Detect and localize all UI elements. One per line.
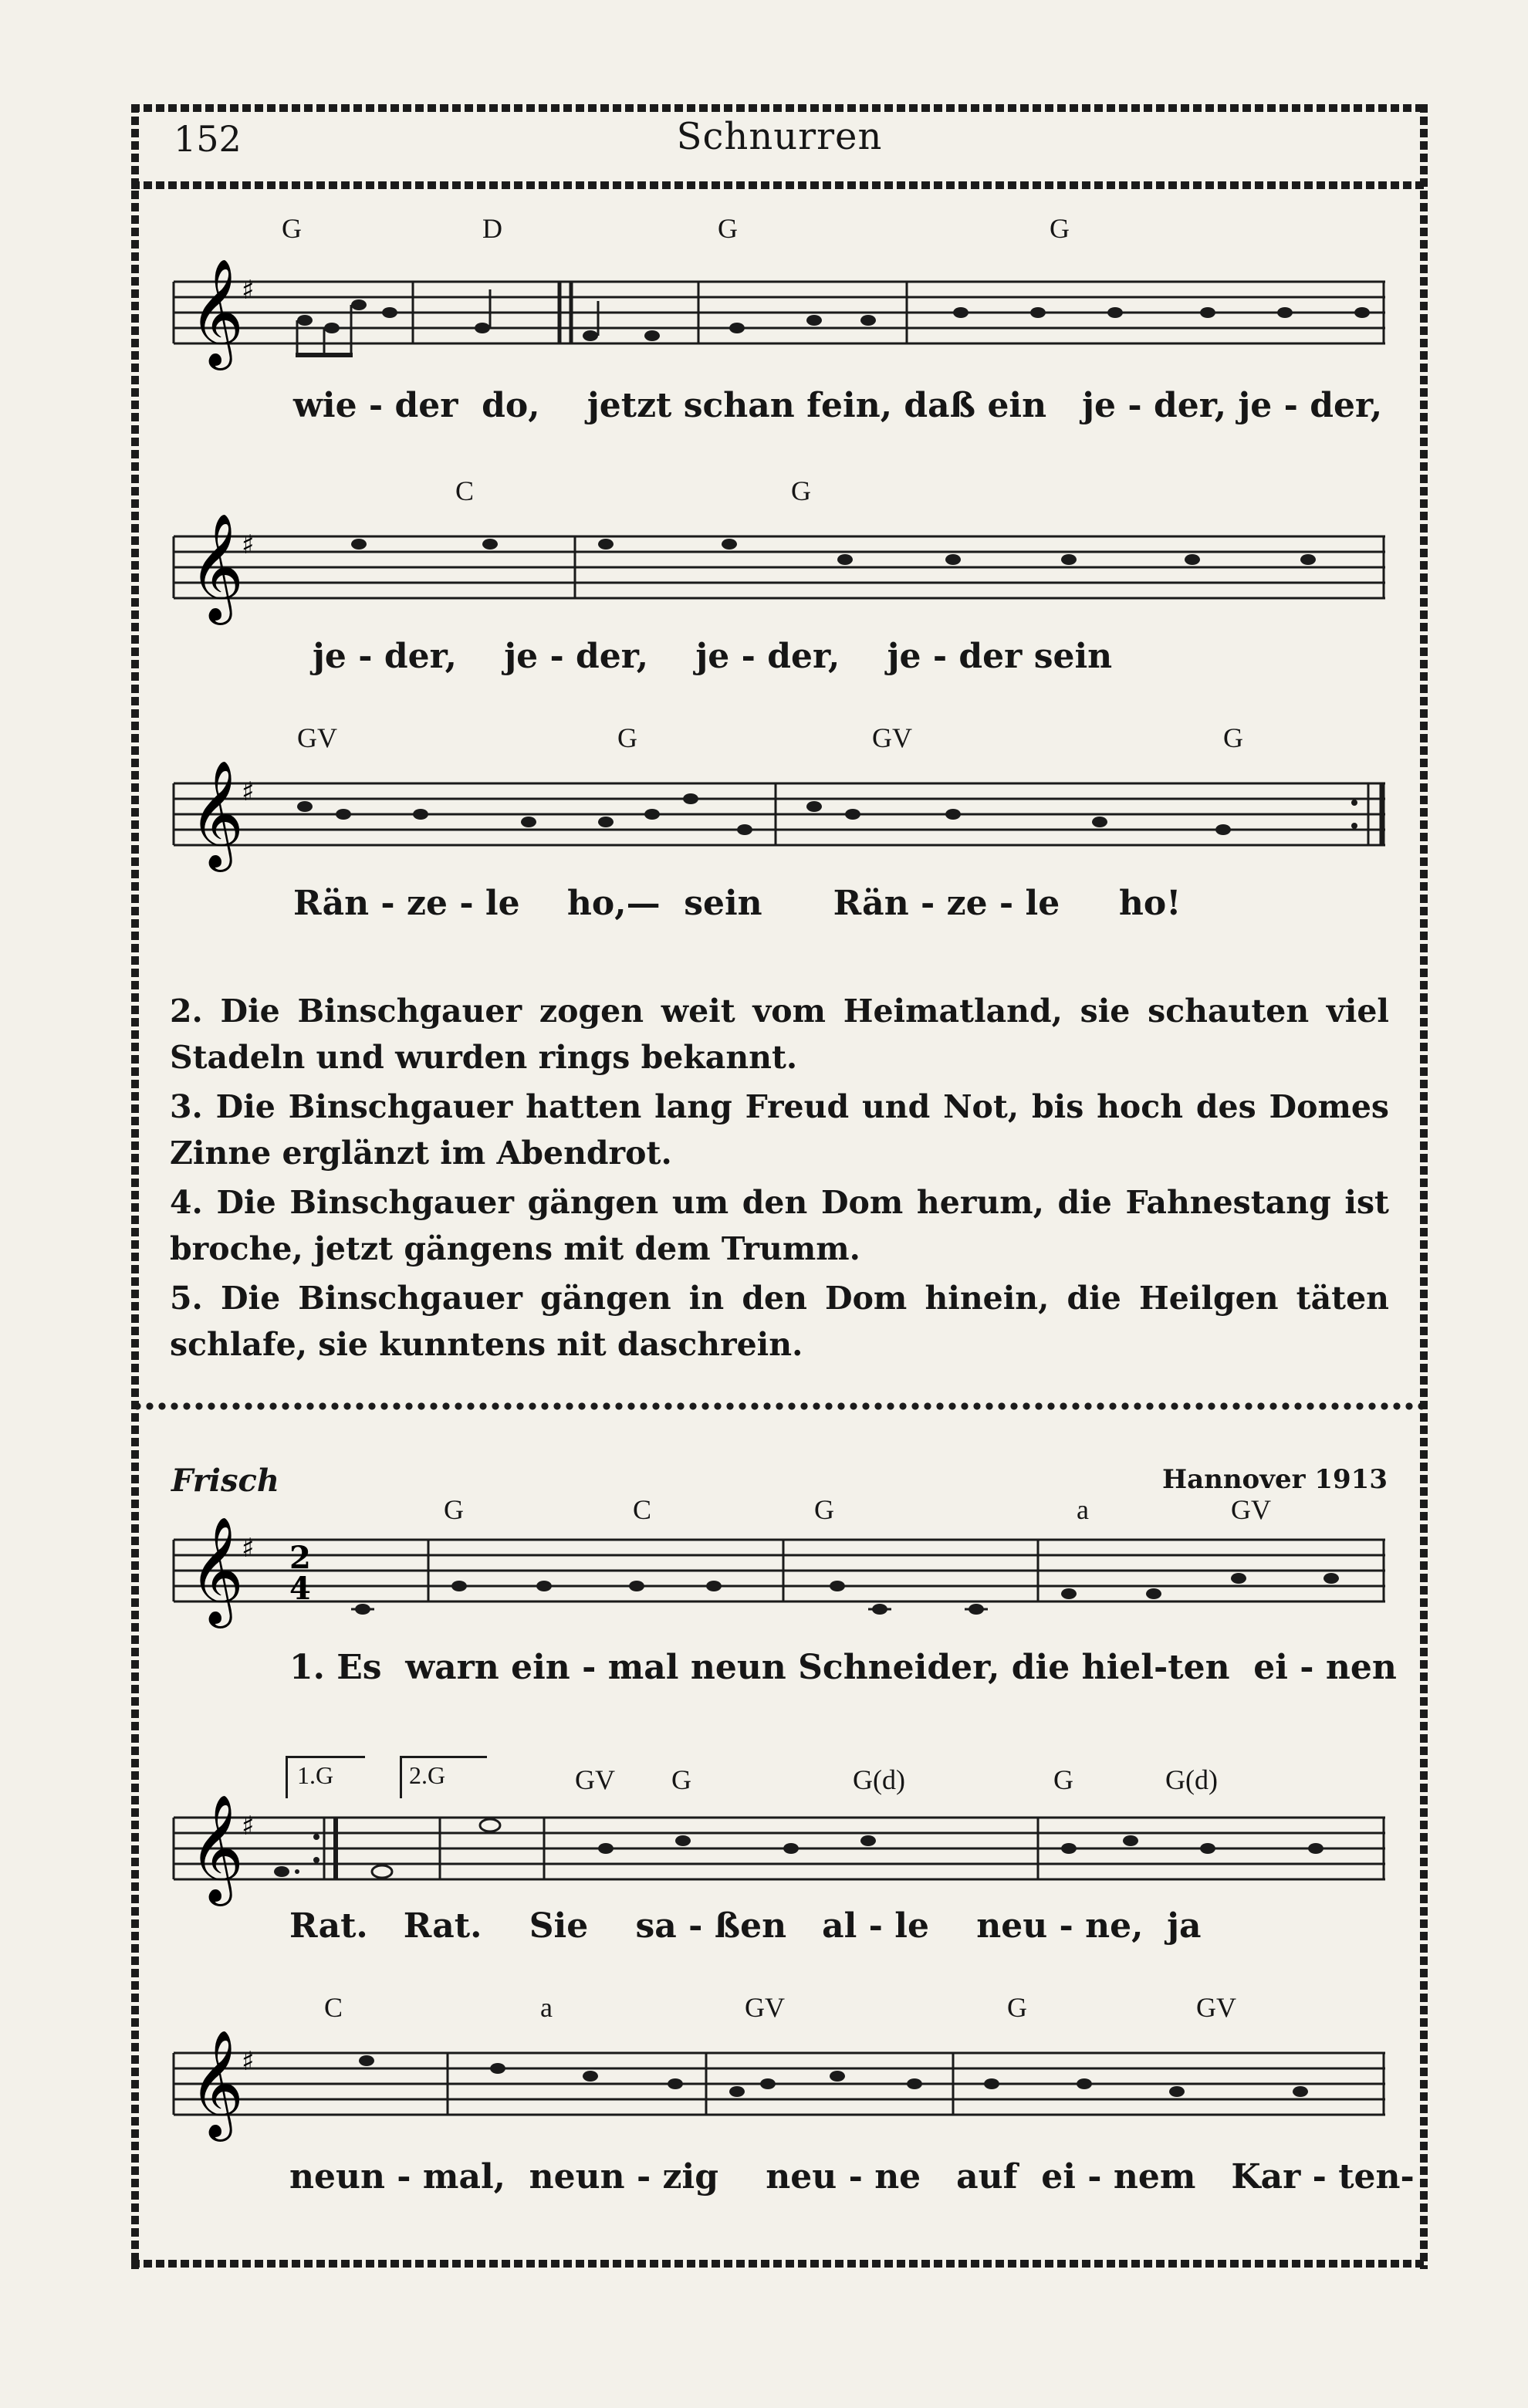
chord: G <box>444 1494 464 1525</box>
svg-text:𝄞: 𝄞 <box>189 513 244 621</box>
tempo-marking: Frisch <box>171 1463 279 1499</box>
verse: 2. Die Binschgauer zogen weit vom Heimatland, sie schauten viel Stadeln und wurden rings bekannt. <box>170 993 1389 1076</box>
chord: C <box>324 1992 343 2023</box>
staff-system-3 <box>174 760 1385 867</box>
lyric-line-3: Rän - ze - le ho,— sein Rän - ze - le ho! <box>293 884 1181 923</box>
svg-text:𝄞: 𝄞 <box>189 1794 244 1902</box>
verse: 4. Die Binschgauer gängen um den Dom herum, die Fahnestang ist broche, jetzt gängens mit dem Trumm. <box>170 1184 1389 1267</box>
svg-text:𝄞: 𝄞 <box>189 2030 244 2137</box>
chord: G <box>282 213 302 244</box>
staff-system-6 <box>174 2030 1385 2137</box>
chord: GV <box>297 722 337 753</box>
top-border <box>131 104 1428 112</box>
chord: G <box>718 213 738 244</box>
svg-text:♯: ♯ <box>242 776 255 807</box>
chord: GV <box>575 1764 615 1795</box>
right-border <box>1420 104 1428 2269</box>
lyric-line-5: Rat. Rat. Sie sa - ßen al - le neu - ne, ja <box>289 1906 1202 1946</box>
chord: G <box>671 1764 691 1795</box>
lyric-line-2: je - der, je - der, je - der, je - der sein <box>313 637 1113 676</box>
chord: G <box>1050 213 1070 244</box>
lyric-line-6: neun - mal, neun - zig neu - ne auf ei - nem Kar - ten- <box>289 2157 1415 2197</box>
chord: C <box>633 1494 652 1525</box>
staff-system-5 <box>174 1794 1385 1902</box>
chord: GV <box>1231 1494 1271 1525</box>
source-note: Hannover 1913 <box>1161 1464 1388 1495</box>
chord: D <box>482 213 502 244</box>
svg-text:2: 2 <box>289 1540 311 1576</box>
staff-system-2 <box>174 513 1385 621</box>
svg-text:♯: ♯ <box>242 1811 255 1842</box>
chord: G <box>617 722 637 753</box>
svg-text:𝄞: 𝄞 <box>189 259 244 366</box>
running-title: Schnurren <box>676 115 883 158</box>
chord: G <box>1007 1992 1027 2023</box>
svg-text:𝄞: 𝄞 <box>189 1517 244 1624</box>
chord: G <box>791 475 811 506</box>
chord: a <box>540 1992 553 2023</box>
svg-text:♯: ♯ <box>242 275 255 306</box>
chord: GV <box>1196 1992 1236 2023</box>
chord: GV <box>872 722 912 753</box>
chord: G <box>1223 722 1243 753</box>
lyric-line-1: wie - der do, jetzt schan fein, daß ein je - der, je - der, <box>293 386 1383 425</box>
chord: C <box>455 475 475 506</box>
verse: 5. Die Binschgauer gängen in den Dom hinein, die Heilgen täten schlafe, sie kunntens nit daschrein. <box>170 1280 1389 1363</box>
svg-text:♯: ♯ <box>242 1533 255 1564</box>
staff-system-4 <box>174 1517 1385 1632</box>
left-border <box>131 104 139 2269</box>
bottom-border <box>131 2260 1428 2268</box>
chord: G <box>1053 1764 1073 1795</box>
page-number: 152 <box>174 118 242 160</box>
svg-text:♯: ♯ <box>242 2046 255 2077</box>
volta-2-label: 2.G <box>409 1761 446 1789</box>
staff-system-1 <box>174 259 1385 366</box>
volta-1-label: 1.G <box>297 1761 334 1789</box>
lyric-line-4: 1. Es warn ein - mal neun Schneider, die hiel-ten ei - nen <box>289 1648 1397 1687</box>
verse-block <box>170 988 1389 1371</box>
verse: 3. Die Binschgauer hatten lang Freud und Not, bis hoch des Domes Zinne erglänzt im Abendrot. <box>170 1088 1389 1172</box>
chord: GV <box>745 1992 785 2023</box>
chord: G <box>814 1494 834 1525</box>
svg-text:4: 4 <box>289 1571 311 1607</box>
svg-text:𝄞: 𝄞 <box>189 760 244 867</box>
chord: G(d) <box>853 1764 905 1795</box>
section-divider <box>131 1401 1428 1412</box>
chord: G(d) <box>1165 1764 1218 1795</box>
page-frame <box>131 104 1428 2269</box>
svg-text:♯: ♯ <box>242 529 255 560</box>
chord: a <box>1077 1494 1089 1525</box>
header-border <box>131 181 1428 189</box>
